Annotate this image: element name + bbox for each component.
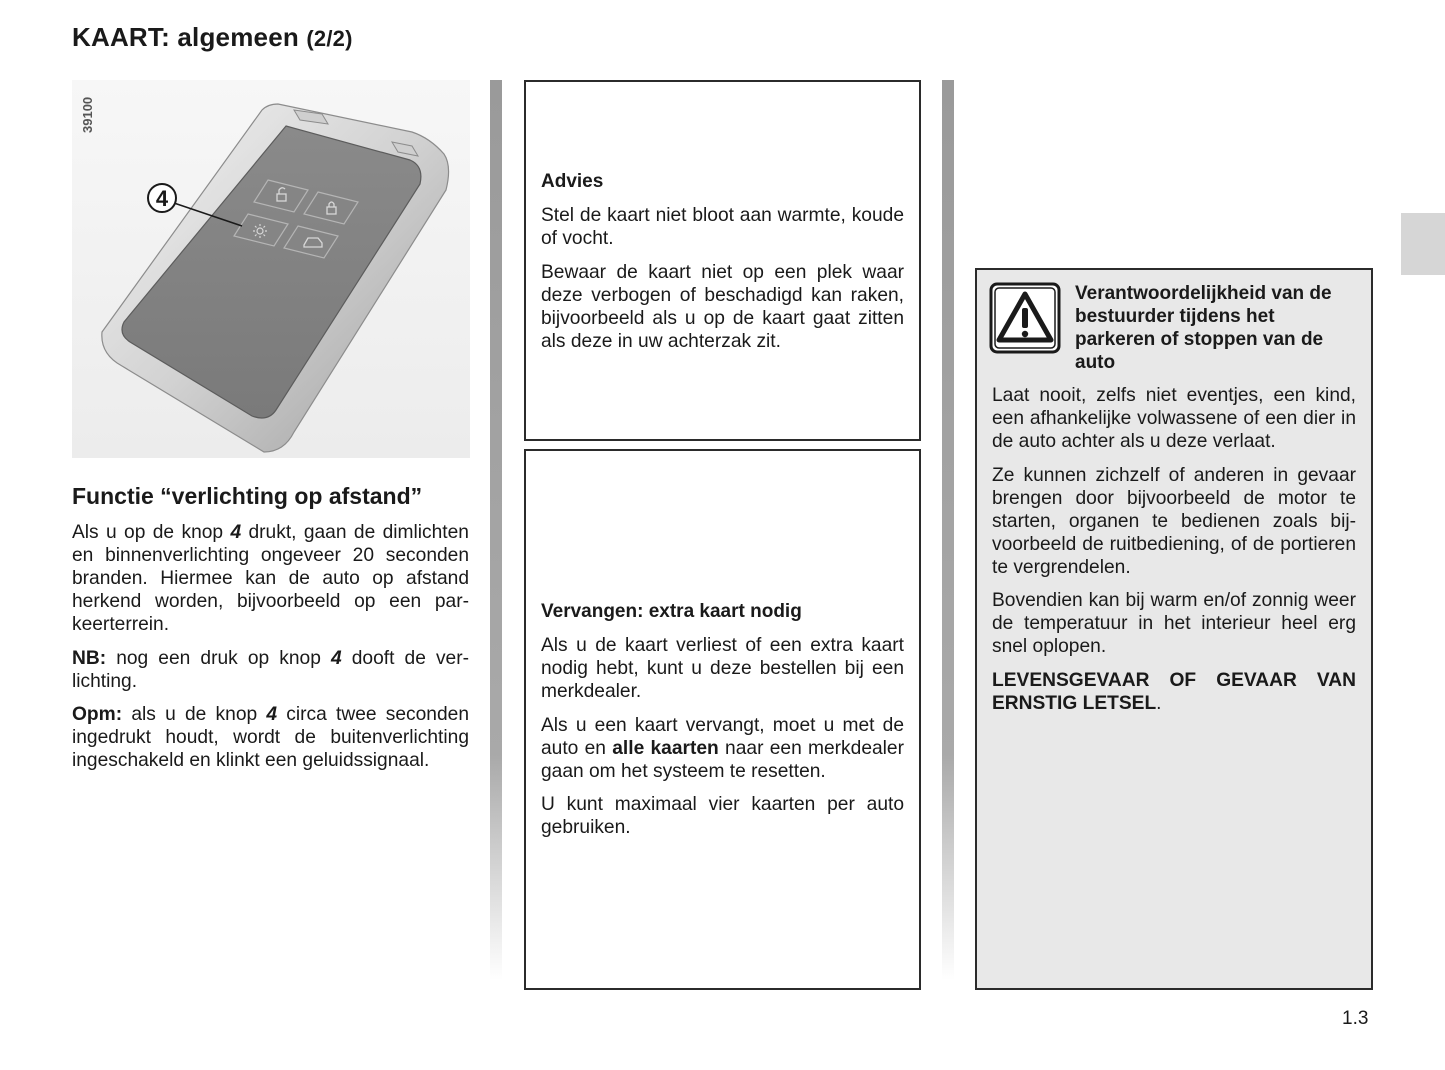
column-divider bbox=[942, 80, 954, 980]
warning-box bbox=[975, 268, 1373, 990]
paragraph: Als u de kaart verliest of een extra kaart nodig hebt, kunt u deze bestellen bij een merkdealer. bbox=[541, 635, 904, 702]
column-divider bbox=[490, 80, 502, 980]
paragraph: Bovendien kan bij warm en/of zonnig weer de temperatuur in het interieur heel erg snel oplopen. bbox=[992, 590, 1356, 657]
figure-code bbox=[72, 85, 106, 135]
advice-content bbox=[541, 170, 904, 363]
advice-heading: Advies bbox=[541, 171, 604, 192]
paragraph: Als u een kaart vervangt, moet u met de auto en alle kaarten naar een merkdealer gaan om het systeem te resetten. bbox=[541, 714, 904, 782]
figure-code-text: 39100 bbox=[80, 96, 95, 133]
warning-triangle-icon bbox=[989, 282, 1061, 354]
chapter-thumb-tab bbox=[1401, 213, 1445, 275]
advice-box bbox=[524, 80, 921, 441]
replacement-box bbox=[524, 449, 921, 990]
danger-statement: LEVENSGEVAAR OF GEVAAR VAN ERNSTIG LETSEL. bbox=[992, 669, 1356, 714]
card-illustration bbox=[72, 80, 470, 458]
page-title-main: KAART: algemeen bbox=[72, 22, 299, 52]
paragraph: U kunt maximaal vier kaarten per auto gebruiken. bbox=[541, 794, 904, 838]
replacement-content bbox=[541, 600, 904, 850]
paragraph: Stel de kaart niet bloot aan warmte, koude of vocht. bbox=[541, 205, 904, 249]
paragraph: Laat nooit, zelfs niet eventjes, een kind, een afhankelijke volwassene of een dier in de auto achter als u deze verlaat. bbox=[992, 385, 1356, 452]
warning-title: Verantwoordelijkheid van de bestuurder tijdens het parkeren of stoppen van de auto bbox=[1075, 283, 1332, 373]
page-title bbox=[72, 22, 353, 53]
paragraph: Als u op de knop 4 drukt, gaan de dimlichten en binnenverlichting ongeveer 20 seconden branden. Hiermee kan de auto op afstand herkend worden, bijvoorbeeld op een parkeerterrein. bbox=[72, 522, 469, 635]
paragraph: Bewaar de kaart niet op een plek waar deze verbogen of beschadigd kan raken, bijvoorbeeld als u op de kaart gaat zitten als deze in uw achterzak zit. bbox=[541, 261, 904, 352]
left-column-text bbox=[72, 521, 469, 783]
replacement-heading: Vervangen: extra kaart nodig bbox=[541, 601, 802, 622]
callout-number: 4 bbox=[155, 186, 169, 211]
keycard-drawing bbox=[72, 80, 470, 458]
page-number: 1.3 bbox=[1342, 1008, 1369, 1029]
section-heading: Functie “verlichting op afstand” bbox=[72, 483, 423, 509]
note-paragraph: NB: nog een druk op knop 4 dooft de verlichting. bbox=[72, 647, 469, 692]
remark-paragraph: Opm: als u de knop 4 circa twee seconden ingedrukt houdt, wordt de buitenverlichting ingeschakeld en klinkt een geluidssignaal. bbox=[72, 704, 469, 771]
warning-content bbox=[992, 384, 1356, 725]
paragraph: Ze kunnen zichzelf of anderen in gevaar brengen door bijvoorbeeld de motor te starten, organen te bedienen zoals bijvoorbeeld de ruitbediening, of de portieren te vergrendelen. bbox=[992, 464, 1356, 578]
page-title-sub: (2/2) bbox=[306, 26, 353, 51]
